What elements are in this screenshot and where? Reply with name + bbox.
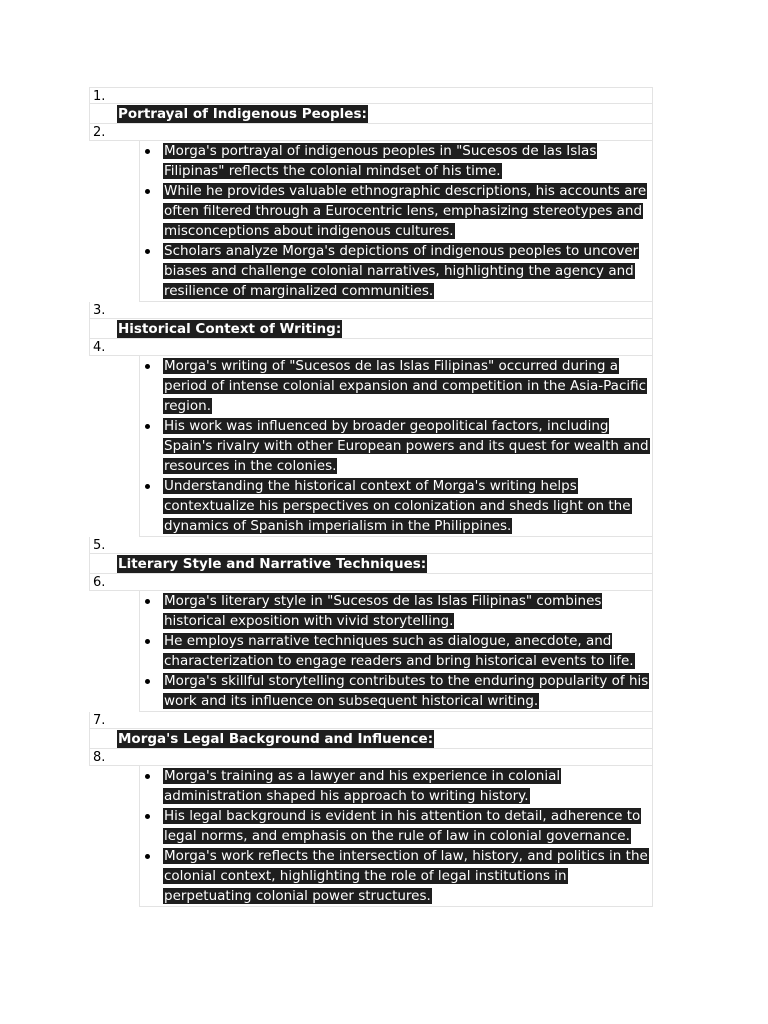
bullet-list <box>139 141 653 302</box>
list-number: 5. <box>89 537 653 554</box>
section-heading <box>89 104 653 124</box>
list-number: 7. <box>89 712 653 729</box>
list-item: Morga's skillful storytelling contributes to the enduring popularity of his work and its influence on subsequent historical writing. <box>163 671 652 711</box>
heading-text: Historical Context of Writing: <box>118 320 342 337</box>
list-number: 2. <box>89 124 653 141</box>
list-item: Morga's literary style in "Sucesos de las Islas Filipinas" combines historical exposition with vivid storytelling. <box>163 591 652 631</box>
list-item: His work was influenced by broader geopolitical factors, including Spain's rivalry with other European powers and its quest for wealth and resources in the colonies. <box>163 416 652 476</box>
list-number: 1. <box>89 87 653 104</box>
section-heading <box>89 729 653 749</box>
list-number: 3. <box>89 302 653 319</box>
bullet-list <box>139 766 653 907</box>
heading-text: Literary Style and Narrative Techniques: <box>118 555 427 572</box>
list-item: While he provides valuable ethnographic descriptions, his accounts are often filtered through a Eurocentric lens, emphasizing stereotypes and misconceptions about indigenous cultures. <box>163 181 652 241</box>
list-item: Morga's portrayal of indigenous peoples in "Sucesos de las Islas Filipinas" reflects the colonial mindset of his time. <box>163 141 652 181</box>
list-item: Scholars analyze Morga's depictions of indigenous peoples to uncover biases and challenge colonial narratives, highlighting the agency and resilience of marginalized communities. <box>163 241 652 301</box>
heading-text: Morga's Legal Background and Influence: <box>118 730 434 747</box>
list-item: Morga's training as a lawyer and his experience in colonial administration shaped his approach to writing history. <box>163 766 652 806</box>
list-item: Morga's work reflects the intersection of law, history, and politics in the colonial context, highlighting the role of legal institutions in perpetuating colonial power structures. <box>163 846 652 906</box>
bullet-list <box>139 591 653 712</box>
heading-text: Portrayal of Indigenous Peoples: <box>118 105 367 122</box>
list-item: Understanding the historical context of Morga's writing helps contextualize his perspectives on colonization and sheds light on the dynamics of Spanish imperialism in the Philippines. <box>163 476 652 536</box>
list-item: He employs narrative techniques such as dialogue, anecdote, and characterization to engage readers and bring historical events to life. <box>163 631 652 671</box>
bullet-list <box>139 356 653 537</box>
document-body <box>89 87 653 907</box>
list-item: Morga's writing of "Sucesos de las Islas Filipinas" occurred during a period of intense colonial expansion and competition in the Asia-Pacific region. <box>163 356 652 416</box>
list-number: 8. <box>89 749 653 766</box>
list-item: His legal background is evident in his attention to detail, adherence to legal norms, and emphasis on the rule of law in colonial governance. <box>163 806 652 846</box>
list-number: 6. <box>89 574 653 591</box>
section-heading <box>89 319 653 339</box>
section-heading <box>89 554 653 574</box>
list-number: 4. <box>89 339 653 356</box>
